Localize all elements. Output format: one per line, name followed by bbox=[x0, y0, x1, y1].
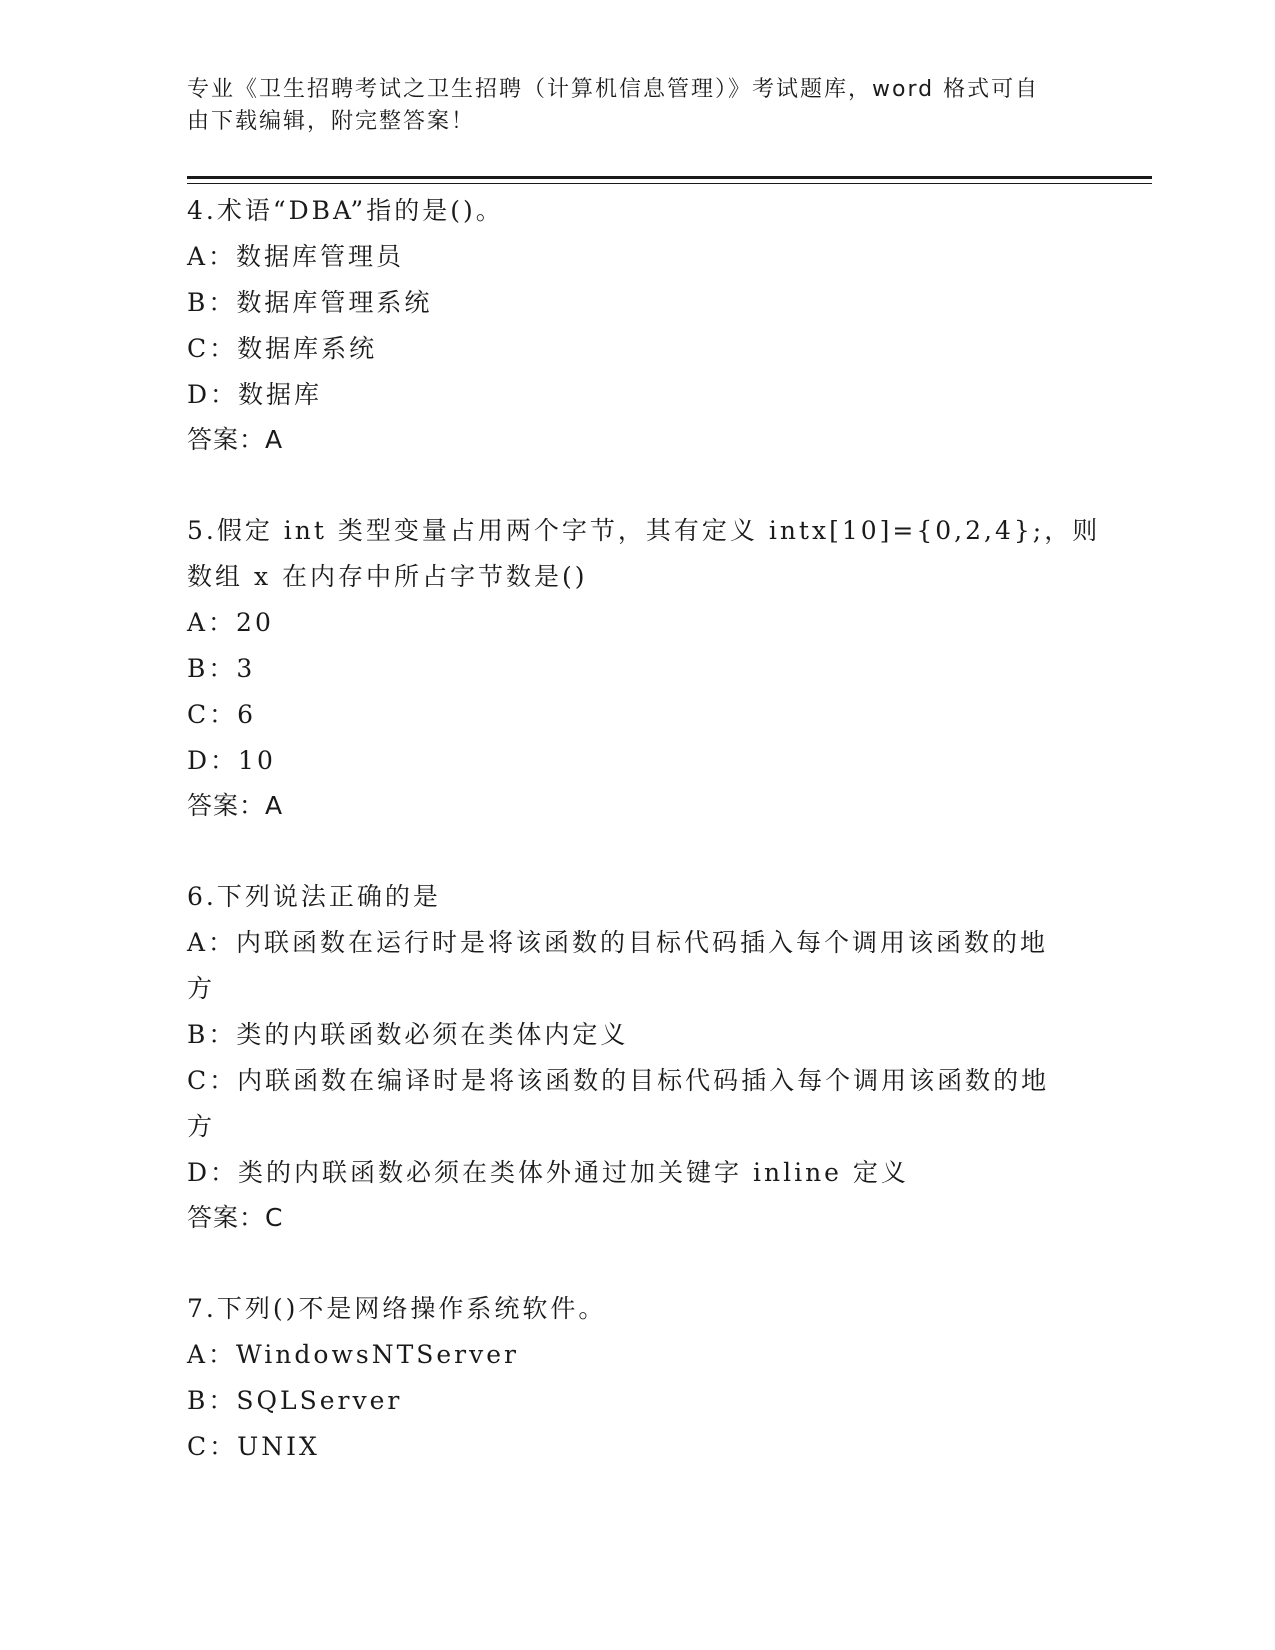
option-d: D：类的内联函数必须在类体外通过加关键字 inline 定义 bbox=[187, 1158, 909, 1187]
question-item bbox=[187, 188, 1087, 462]
header-divider-thick bbox=[187, 176, 1152, 179]
intro-line: 专业《卫生招聘考试之卫生招聘（计算机信息管理）》考试题库，word 格式可自 bbox=[187, 77, 1040, 102]
answer-line: 答案：A bbox=[187, 791, 284, 820]
option-b: B：数据库管理系统 bbox=[187, 288, 433, 317]
option-c: C：6 bbox=[187, 700, 257, 729]
question-item bbox=[187, 874, 1087, 1240]
question-item bbox=[187, 508, 1101, 828]
question-stem: 6.下列说法正确的是 bbox=[187, 882, 441, 911]
intro-line: 由下载编辑，附完整答案！ bbox=[187, 109, 476, 134]
option-c-continued: 方 bbox=[187, 1112, 216, 1141]
question-stem: 5.假定 int 类型变量占用两个字节，其有定义 intx[10]={0,2,4};，则 bbox=[187, 516, 1101, 545]
question-list bbox=[187, 188, 1101, 1516]
option-d: D：数据库 bbox=[187, 380, 323, 409]
option-c: C：内联函数在编译时是将该函数的目标代码插入每个调用该函数的地 bbox=[187, 1066, 1050, 1095]
option-a: A：20 bbox=[187, 608, 274, 637]
header-divider-thin bbox=[187, 183, 1152, 184]
question-stem: 7.下列()不是网络操作系统软件。 bbox=[187, 1294, 607, 1323]
option-b: B：3 bbox=[187, 654, 256, 683]
question-stem: 4.术语“DBA”指的是()。 bbox=[187, 196, 504, 225]
option-d: D：10 bbox=[187, 746, 276, 775]
question-item bbox=[187, 1286, 1087, 1470]
option-c: C：数据库系统 bbox=[187, 334, 378, 363]
option-c: C：UNIX bbox=[187, 1432, 320, 1461]
option-a: A：内联函数在运行时是将该函数的目标代码插入每个调用该函数的地 bbox=[187, 928, 1049, 957]
answer-line: 答案：A bbox=[187, 425, 284, 454]
question-stem-continued: 数组 x 在内存中所占字节数是() bbox=[187, 562, 588, 591]
option-b: B：SQLServer bbox=[187, 1386, 403, 1415]
option-a-continued: 方 bbox=[187, 974, 216, 1003]
option-a: A：WindowsNTServer bbox=[187, 1340, 519, 1369]
option-b: B：类的内联函数必须在类体内定义 bbox=[187, 1020, 629, 1049]
document-intro bbox=[187, 74, 1067, 138]
answer-line: 答案：C bbox=[187, 1203, 284, 1232]
option-a: A：数据库管理员 bbox=[187, 242, 405, 271]
